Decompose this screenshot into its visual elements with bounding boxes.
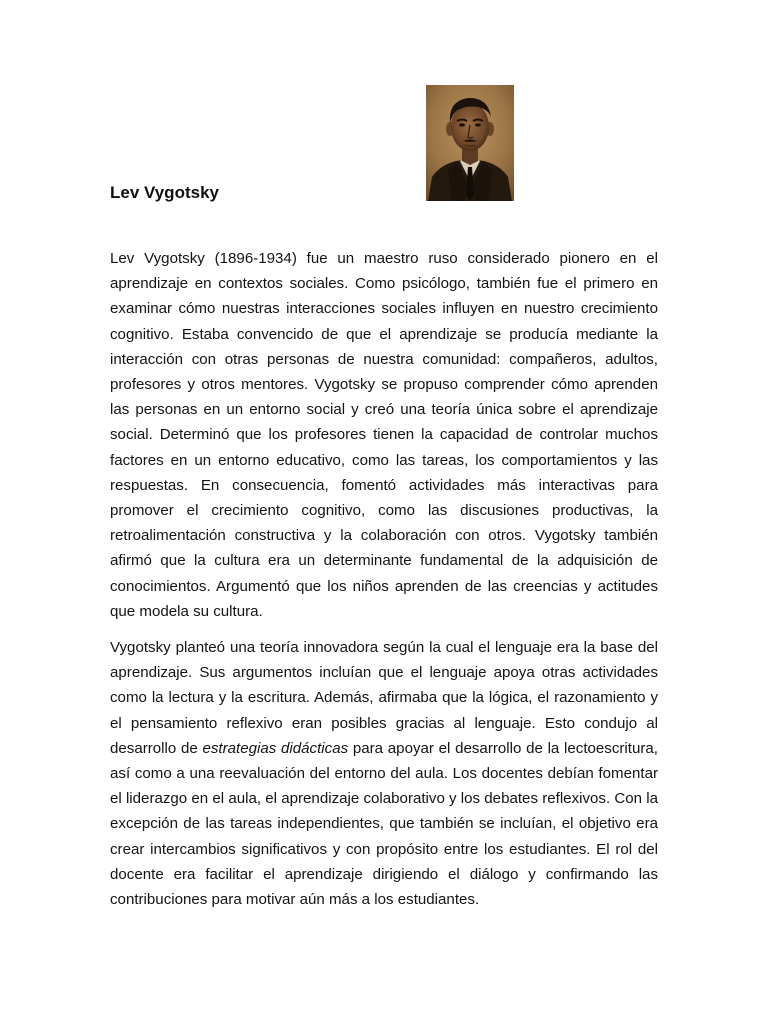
document-body [110, 246, 658, 912]
paragraph-2 [110, 635, 658, 912]
paragraph-2-emphasis: estrategias didácticas [202, 739, 349, 757]
portrait-photo [426, 85, 514, 201]
document-title: Lev Vygotsky [110, 183, 219, 202]
portrait-image [426, 85, 514, 201]
paragraph-2-text-before: Vygotsky planteó una teoría innovadora según la cual el lenguaje era la base del aprendizaje. Sus argumentos incluían que el lenguaje apoya otras actividades como la lectura y la escritura. Además, afirmaba que la lógica, el razonamiento y el pensamiento reflexivo eran posibles gracias al lenguaje. Esto condujo al desarrollo de [110, 639, 658, 757]
paragraph-2-text-after: para apoyar el desarrollo de la lectoescritura, así como a una reevaluación del entorno del aula. Los docentes debían fomentar el liderazgo en el aula, el aprendizaje colaborativo y los debates reflexivos. Con la excepción de las tareas independientes, que también se incluían, el objetivo era crear intercambios significativos y con propósito entre los estudiantes. El rol del docente era facilitar el aprendizaje dirigiendo el diálogo y confirmando las contribuciones para motivar aún más a los estudiantes. [110, 739, 658, 909]
paragraph-1: Lev Vygotsky (1896-1934) fue un maestro ruso considerado pionero en el aprendizaje en contextos sociales. Como psicólogo, también fue el primero en examinar cómo nuestras interacciones sociales influyen en nuestro crecimiento cognitivo. Estaba convencido de que el aprendizaje se producía mediante la interacción con otras personas de nuestra comunidad: compañeros, adultos, profesores y otros mentores. Vygotsky se propuso comprender cómo aprenden las personas en un entorno social y creó una teoría única sobre el aprendizaje social. Determinó que los profesores tienen la capacidad de controlar muchos factores en un entorno educativo, como las tareas, los comportamientos y las respuestas. En consecuencia, fomentó actividades más interactivas para promover el crecimiento cognitivo, como las discusiones productivas, la retroalimentación constructiva y la colaboración con otros. Vygotsky también afirmó que la cultura era un determinante fundamental de la adquisición de conocimientos. Argumentó que los niños aprenden de las creencias y actitudes que modela su cultura. [110, 250, 658, 620]
